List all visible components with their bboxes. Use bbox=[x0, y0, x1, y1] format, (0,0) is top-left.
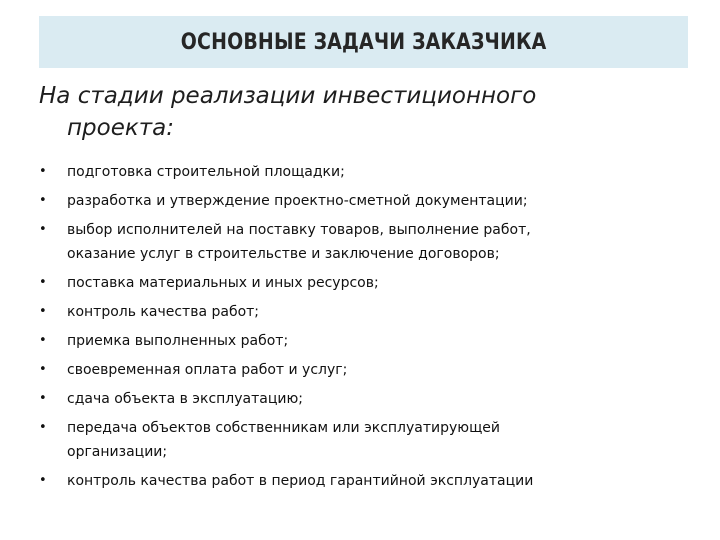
list-item-line-1: выбор исполнителей на поставку товаров, выполнение работ, bbox=[67, 222, 531, 238]
bullet-icon: • bbox=[39, 304, 47, 319]
list-item-line-1: разработка и утверждение проектно-сметной документации; bbox=[67, 193, 528, 209]
bullet-icon: • bbox=[39, 473, 47, 488]
bullet-icon: • bbox=[39, 362, 47, 377]
list-item-line-1: сдача объекта в эксплуатацию; bbox=[67, 391, 303, 407]
title-banner bbox=[39, 16, 688, 68]
list-item bbox=[39, 358, 659, 382]
list-item-text bbox=[67, 189, 659, 213]
list-item-line-1: поставка материальных и иных ресурсов; bbox=[67, 275, 379, 291]
list-item-line-1: подготовка строительной площадки; bbox=[67, 164, 345, 180]
list-item-text bbox=[67, 300, 659, 324]
list-item-text bbox=[67, 160, 659, 184]
slide-title: ОСНОВНЫЕ ЗАДАЧИ ЗАКАЗЧИКА bbox=[180, 29, 547, 55]
list-item-line-1: приемка выполненных работ; bbox=[67, 333, 289, 349]
list-item-line-2: оказание услуг в строительстве и заключение договоров; bbox=[67, 246, 500, 262]
list-item-line-1: контроль качества работ; bbox=[67, 304, 260, 320]
subtitle-line-2: проекта: bbox=[67, 115, 174, 141]
list-item-line-2: организации; bbox=[67, 444, 168, 460]
list-item-text bbox=[67, 358, 659, 382]
list-item-text bbox=[67, 387, 659, 411]
list-item bbox=[39, 387, 659, 411]
task-list bbox=[39, 160, 659, 493]
list-item bbox=[39, 189, 659, 213]
list-item-text bbox=[67, 469, 659, 493]
list-item-text bbox=[67, 329, 659, 353]
list-item-text bbox=[67, 218, 659, 266]
subtitle-line-1: На стадии реализации инвестиционного bbox=[39, 83, 537, 109]
list-item bbox=[39, 271, 659, 295]
list-item-line-1: своевременная оплата работ и услуг; bbox=[67, 362, 348, 378]
list-item bbox=[39, 160, 659, 184]
list-item-text bbox=[67, 416, 659, 464]
bullet-icon: • bbox=[39, 275, 47, 290]
list-item-text bbox=[67, 271, 659, 295]
bullet-icon: • bbox=[39, 333, 47, 348]
list-item bbox=[39, 329, 659, 353]
list-item bbox=[39, 300, 659, 324]
section-subtitle bbox=[39, 80, 679, 144]
list-item bbox=[39, 218, 659, 266]
bullet-icon: • bbox=[39, 193, 47, 208]
bullet-icon: • bbox=[39, 164, 47, 179]
bullet-icon: • bbox=[39, 222, 47, 237]
list-item-line-1: передача объектов собственникам или эксплуатирующей bbox=[67, 420, 500, 436]
list-item bbox=[39, 469, 659, 493]
list-item bbox=[39, 416, 659, 464]
bullet-icon: • bbox=[39, 391, 47, 406]
list-item-line-1: контроль качества работ в период гарантийной эксплуатации bbox=[67, 473, 534, 489]
bullet-icon: • bbox=[39, 420, 47, 435]
